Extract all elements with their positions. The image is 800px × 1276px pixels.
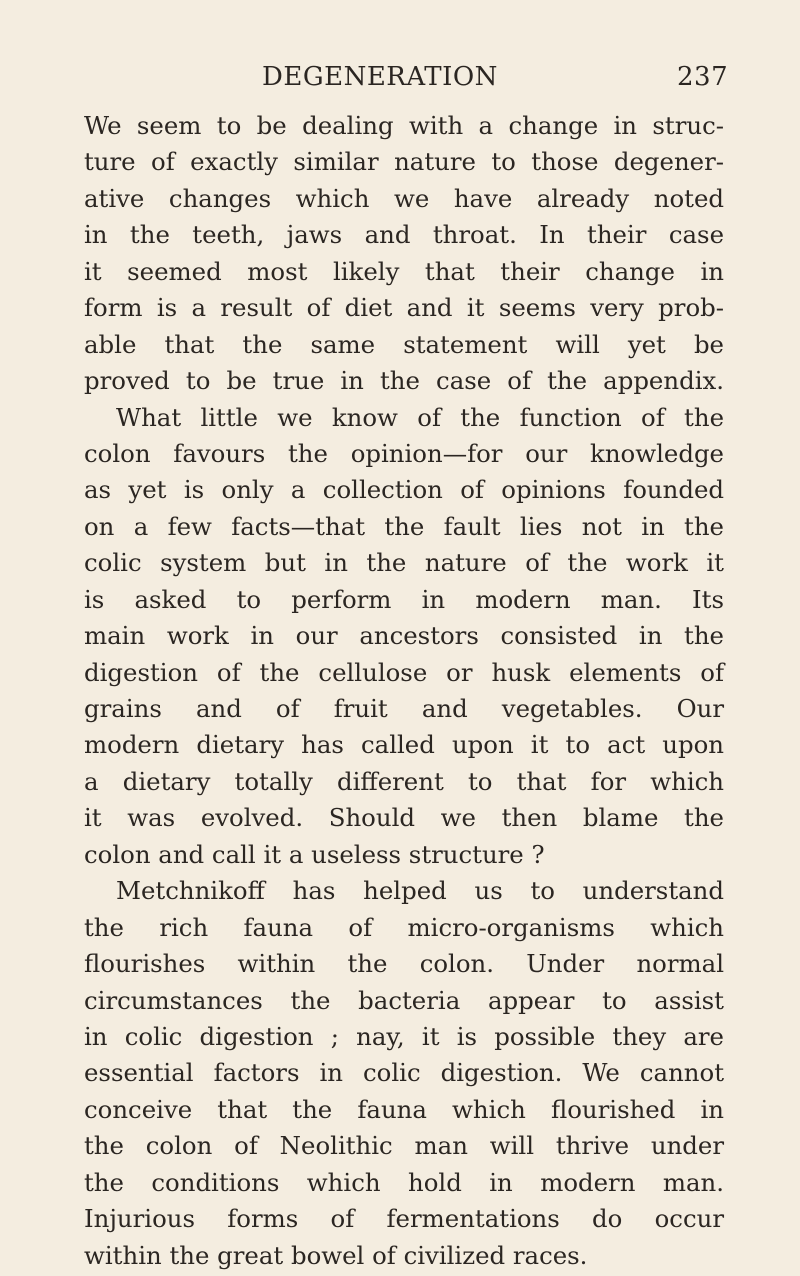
text-line: Injurious forms of fermentations do occur bbox=[84, 1204, 724, 1234]
text-line: colon and call it a useless structure ? bbox=[84, 839, 545, 869]
text-line: essential factors in colic digestion. We cannot bbox=[84, 1058, 724, 1088]
page-number: 237 bbox=[677, 62, 729, 92]
text-line: is asked to perform in modern man. Its bbox=[84, 584, 724, 614]
text-line: it seemed most likely that their change in bbox=[84, 256, 724, 286]
text-line: Metchnikoff has helped us to understand bbox=[116, 876, 724, 906]
body-text bbox=[84, 108, 724, 1274]
text-line: We seem to be dealing with a change in struc- bbox=[84, 111, 724, 140]
text-line: proved to be true in the case of the appendix. bbox=[84, 366, 724, 396]
running-title: DEGENERATION bbox=[262, 62, 498, 92]
text-line: form is a result of diet and it seems very prob- bbox=[84, 293, 724, 323]
text-line: ative changes which we have already noted bbox=[84, 183, 724, 213]
text-line: in the teeth, jaws and throat. In their case bbox=[84, 220, 724, 250]
text-line: on a few facts—that the fault lies not in the bbox=[84, 511, 724, 541]
text-line: the colon of Neolithic man will thrive under bbox=[84, 1131, 724, 1161]
text-line: conceive that the fauna which flourished in bbox=[84, 1094, 724, 1124]
text-line: ture of exactly similar nature to those degener- bbox=[84, 147, 724, 177]
text-line: flourishes within the colon. Under normal bbox=[84, 949, 724, 979]
text-line: as yet is only a collection of opinions founded bbox=[84, 475, 724, 505]
text-line: main work in our ancestors consisted in the bbox=[84, 621, 724, 651]
text-line: it was evolved. Should we then blame the bbox=[84, 803, 724, 833]
text-line: colic system but in the nature of the work it bbox=[84, 548, 724, 578]
text-line: circumstances the bacteria appear to assist bbox=[84, 985, 724, 1015]
text-line: the conditions which hold in modern man. bbox=[84, 1167, 724, 1197]
text-line: digestion of the cellulose or husk elements of bbox=[84, 657, 724, 687]
text-line: in colic digestion ; nay, it is possible they are bbox=[84, 1021, 724, 1051]
text-line: grains and of fruit and vegetables. Our bbox=[84, 694, 724, 723]
text-line: a dietary totally different to that for which bbox=[84, 766, 724, 796]
text-line: able that the same statement will yet be bbox=[84, 329, 724, 359]
text-line: the rich fauna of micro-organisms which bbox=[84, 912, 724, 942]
page-header bbox=[0, 58, 800, 98]
text-line: within the great bowel of civilized races. bbox=[84, 1240, 588, 1270]
text-line: What little we know of the function of the bbox=[116, 402, 724, 432]
text-line: modern dietary has called upon it to act upon bbox=[84, 730, 724, 760]
text-line: colon favours the opinion—for our knowledge bbox=[84, 438, 724, 468]
